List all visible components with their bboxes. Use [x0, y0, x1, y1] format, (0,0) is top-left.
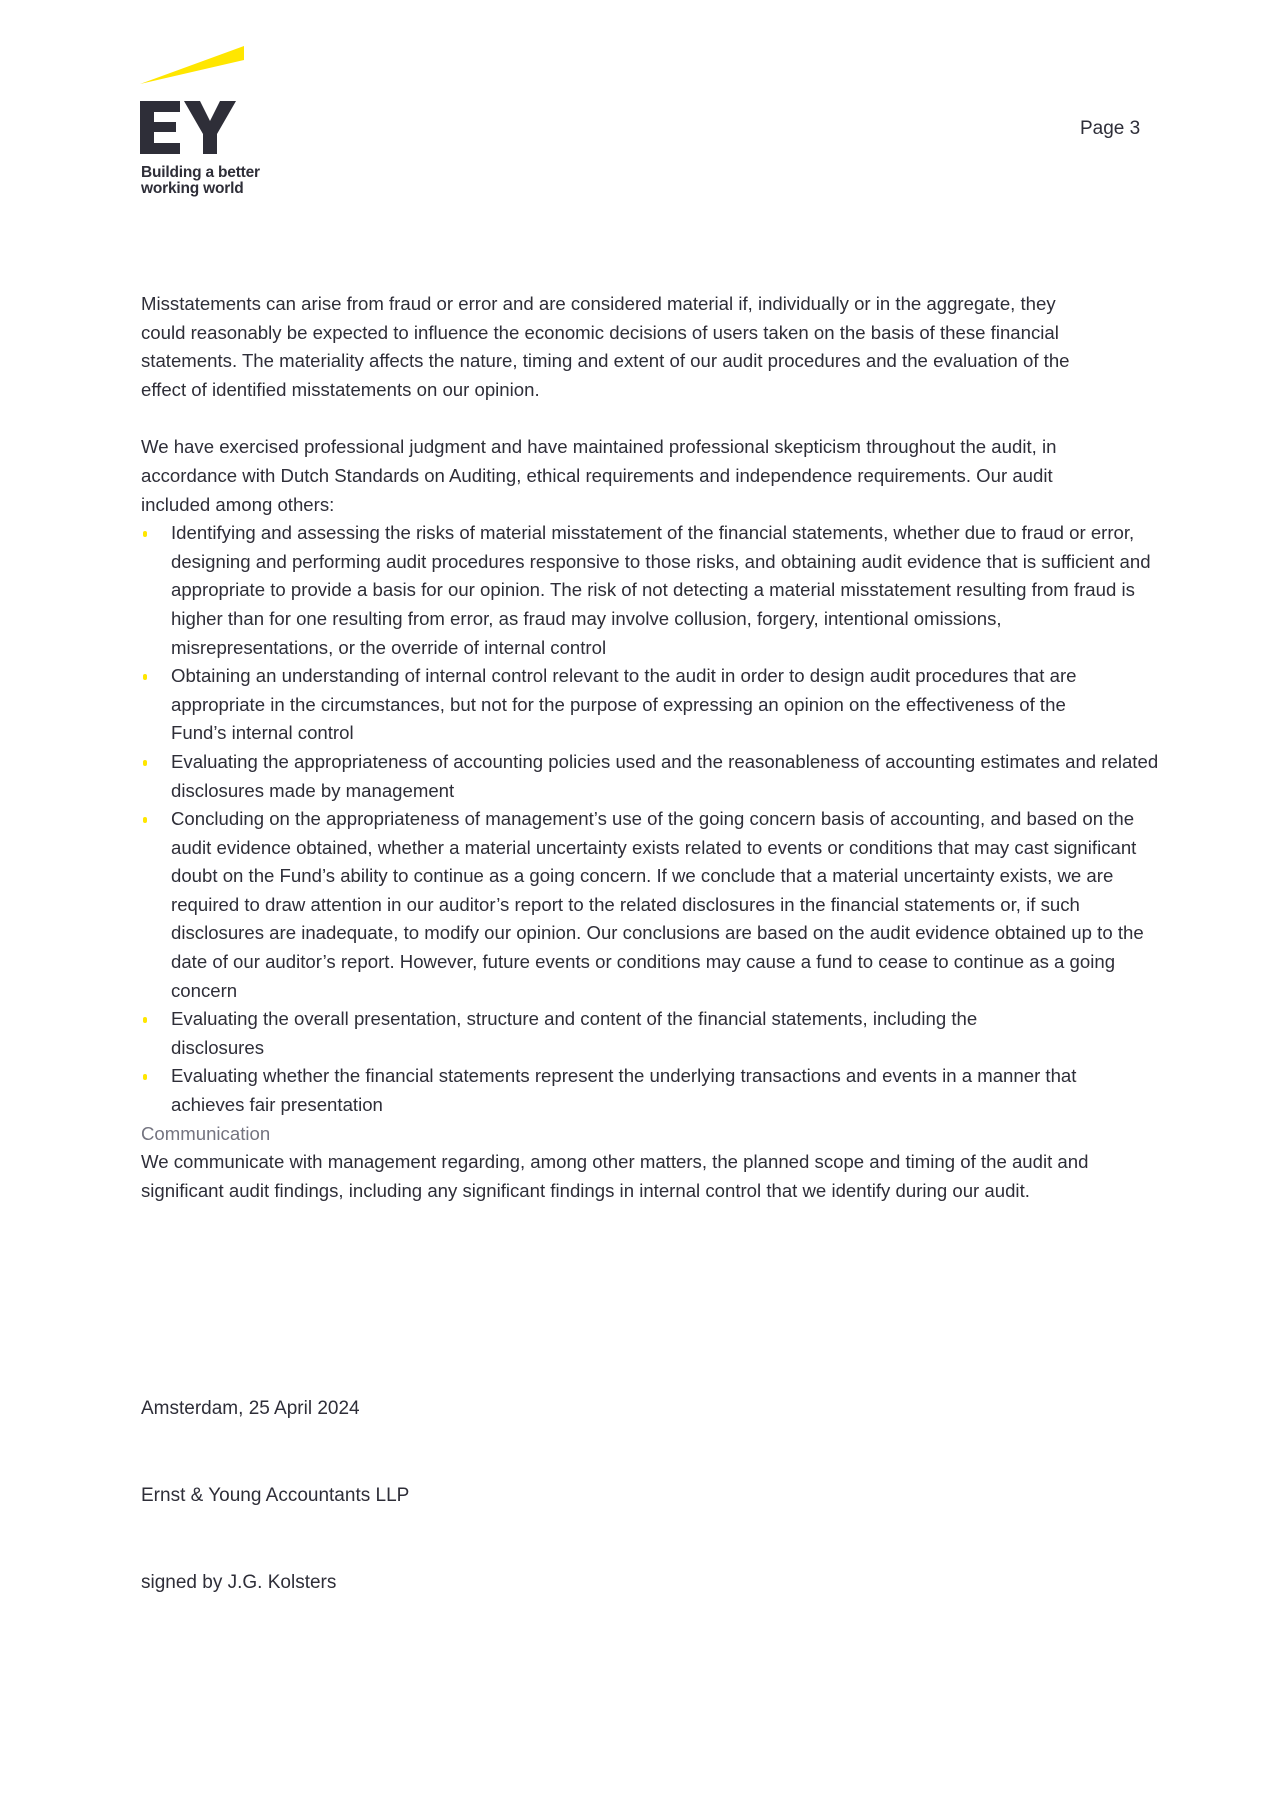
list-item: Evaluating the overall presentation, structure and content of the financial statements, including the disclosures	[141, 1005, 1051, 1062]
place-and-date: Amsterdam, 25 April 2024	[141, 1398, 360, 1419]
list-item: Evaluating the appropriateness of accounting policies used and the reasonableness of accounting estimates and related disclosures made by management	[141, 748, 1161, 805]
list-item: Identifying and assessing the risks of material misstatement of the financial statements, whether due to fraud or error, designing and performing audit procedures responsive to those risks, and obtaining audit evidence that is sufficient and appropriate to provide a basis for our opinion. The risk of not detecting a material misstatement resulting from fraud is higher than for one resulting from error, as fraud may involve collusion, forgery, intentional omissions, misrepresentations, or the override of internal control	[141, 519, 1161, 662]
list-item: Obtaining an understanding of internal control relevant to the audit in order to design audit procedures that are appropriate in the circumstances, but not for the purpose of expressing an opinion on the effectiveness of the Fund’s internal control	[141, 662, 1121, 748]
bullet-icon	[143, 531, 147, 537]
report-body	[141, 290, 1159, 1205]
tagline-line-2: working world	[141, 180, 244, 197]
bullet-icon	[143, 760, 147, 766]
professional-judgment-paragraph: We have exercised professional judgment and have maintained professional skepticism throughout the audit, in accordance with Dutch Standards on Auditing, ethical requirements and independence requirements. Our audit included among others:	[141, 436, 1057, 515]
audit-procedures-list	[141, 519, 1159, 1119]
bullet-icon	[143, 674, 147, 680]
communication-heading: Communication	[141, 1122, 271, 1144]
logo-tagline	[141, 165, 260, 197]
page-number: Page 3	[1080, 118, 1141, 139]
communication-paragraph: We communicate with management regarding, among other matters, the planned scope and timing of the audit and significant audit findings, including any significant findings in internal control that we identify during our audit.	[141, 1151, 1089, 1201]
list-item: Evaluating whether the financial statements represent the underlying transactions and events in a manner that achieves fair presentation	[141, 1062, 1131, 1119]
ey-logo-mark-icon	[140, 46, 280, 156]
audit-firm-name: Ernst & Young Accountants LLP	[141, 1485, 410, 1506]
signatory: signed by J.G. Kolsters	[141, 1572, 337, 1593]
bullet-icon	[143, 1074, 147, 1080]
list-item: Concluding on the appropriateness of management’s use of the going concern basis of accounting, and based on the audit evidence obtained, whether a material uncertainty exists related to events or conditions that may cast significant doubt on the Fund’s ability to continue as a going concern. If we conclude that a material uncertainty exists, we are required to draw attention in our auditor’s report to the related disclosures in the financial statements or, if such disclosures are inadequate, to modify our opinion. Our conclusions are based on the audit evidence obtained up to the date of our auditor’s report. However, future events or conditions may cause a fund to cease to continue as a going concern	[141, 805, 1171, 1005]
tagline-line-1: Building a better	[141, 164, 260, 181]
materiality-paragraph: Misstatements can arise from fraud or error and are considered material if, individually or in the aggregate, they could reasonably be expected to influence the economic decisions of users taken on the basis of these financial statements. The materiality affects the nature, timing and extent of our audit procedures and the evaluation of the effect of identified misstatements on our opinion.	[141, 293, 1070, 400]
bullet-icon	[143, 817, 147, 823]
bullet-icon	[143, 1017, 147, 1023]
